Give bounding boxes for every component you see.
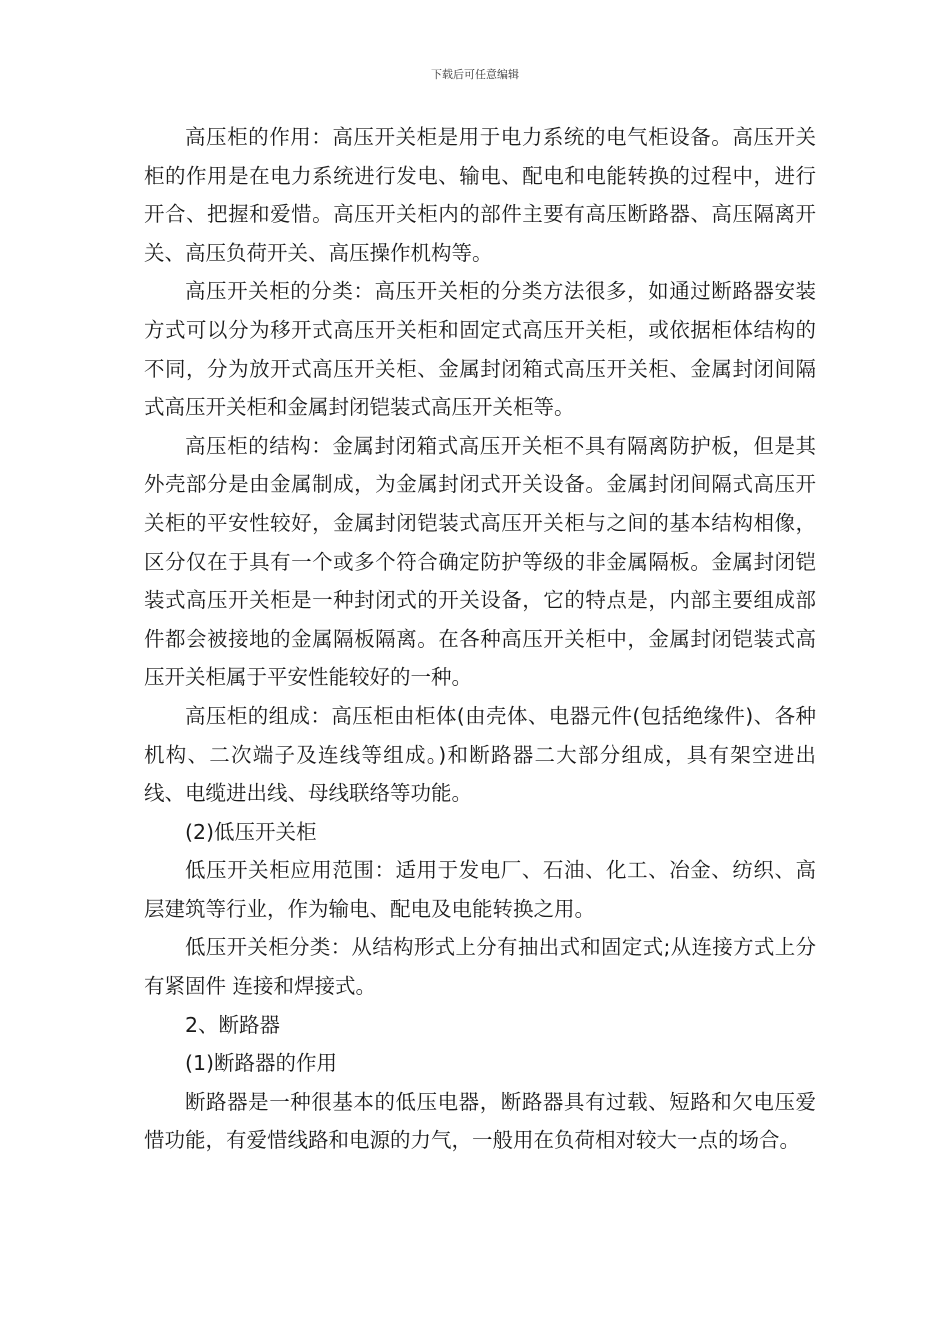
paragraph-hv-cabinet-function: 高压柜的作用：高压开关柜是用于电力系统的电气柜设备。高压开关柜的作用是在电力系统进行发电、输电、配电和电能转换的过程中，进行开合、把握和爱惜。高压开关柜内的部件主要有高压断路器、高压隔离开关、高压负荷开关、高压操作机构等。: [144, 125, 816, 265]
document-body: [144, 118, 816, 1160]
paragraph-lv-cabinet-classification: 低压开关柜分类：从结构形式上分有抽出式和固定式;从连接方式上分有紧固件 连接和焊接式。: [144, 935, 816, 999]
paragraph-breaker-description: 断路器是一种很基本的低压电器，断路器具有过载、短路和欠电压爱惜功能，有爱惜线路和电源的力气，一般用在负荷相对较大一点的场合。: [144, 1089, 816, 1153]
section-heading-breaker: 2、断路器: [185, 1012, 281, 1037]
subsection-heading-breaker-function: (1)断路器的作用: [185, 1051, 338, 1076]
paragraph-lv-cabinet-scope: 低压开关柜应用范围：适用于发电厂、石油、化工、冶金、纺织、高层建筑等行业，作为输电、配电及电能转换之用。: [144, 858, 816, 921]
paragraph-hv-cabinet-structure: 高压柜的结构：金属封闭箱式高压开关柜不具有隔离防护板，但是其外壳部分是由金属制成，为金属封闭式开关设备。金属封闭间隔式高压开关柜的平安性较好，金属封闭铠装式高压开关柜与之间的基本结构相像，区分仅在于具有一个或多个符合确定防护等级的非金属隔板。金属封闭铠装式高压开关柜是一种封闭式的开关设备，它的特点是，内部主要组成部件都会被接地的金属隔板隔离。在各种高压开关柜中，金属封闭铠装式高压开关柜属于平安性能较好的一种。: [144, 433, 816, 690]
section-heading-lv-cabinet: (2)低压开关柜: [185, 819, 317, 844]
page-header-note: 下载后可任意编辑: [431, 68, 519, 81]
paragraph-hv-cabinet-composition: 高压柜的组成：高压柜由柜体(由壳体、电器元件(包括绝缘件)、各种机构、二次端子及连线等组成。)和断路器二大部分组成，具有架空进出线、电缆进出线、母线联络等功能。: [144, 703, 816, 806]
paragraph-hv-cabinet-classification: 高压开关柜的分类：高压开关柜的分类方法很多，如通过断路器安装方式可以分为移开式高压开关柜和固定式高压开关柜，或依据柜体结构的不同，分为放开式高压开关柜、金属封闭箱式高压开关柜、金属封闭间隔式高压开关柜和金属封闭铠装式高压开关柜等。: [144, 279, 816, 420]
